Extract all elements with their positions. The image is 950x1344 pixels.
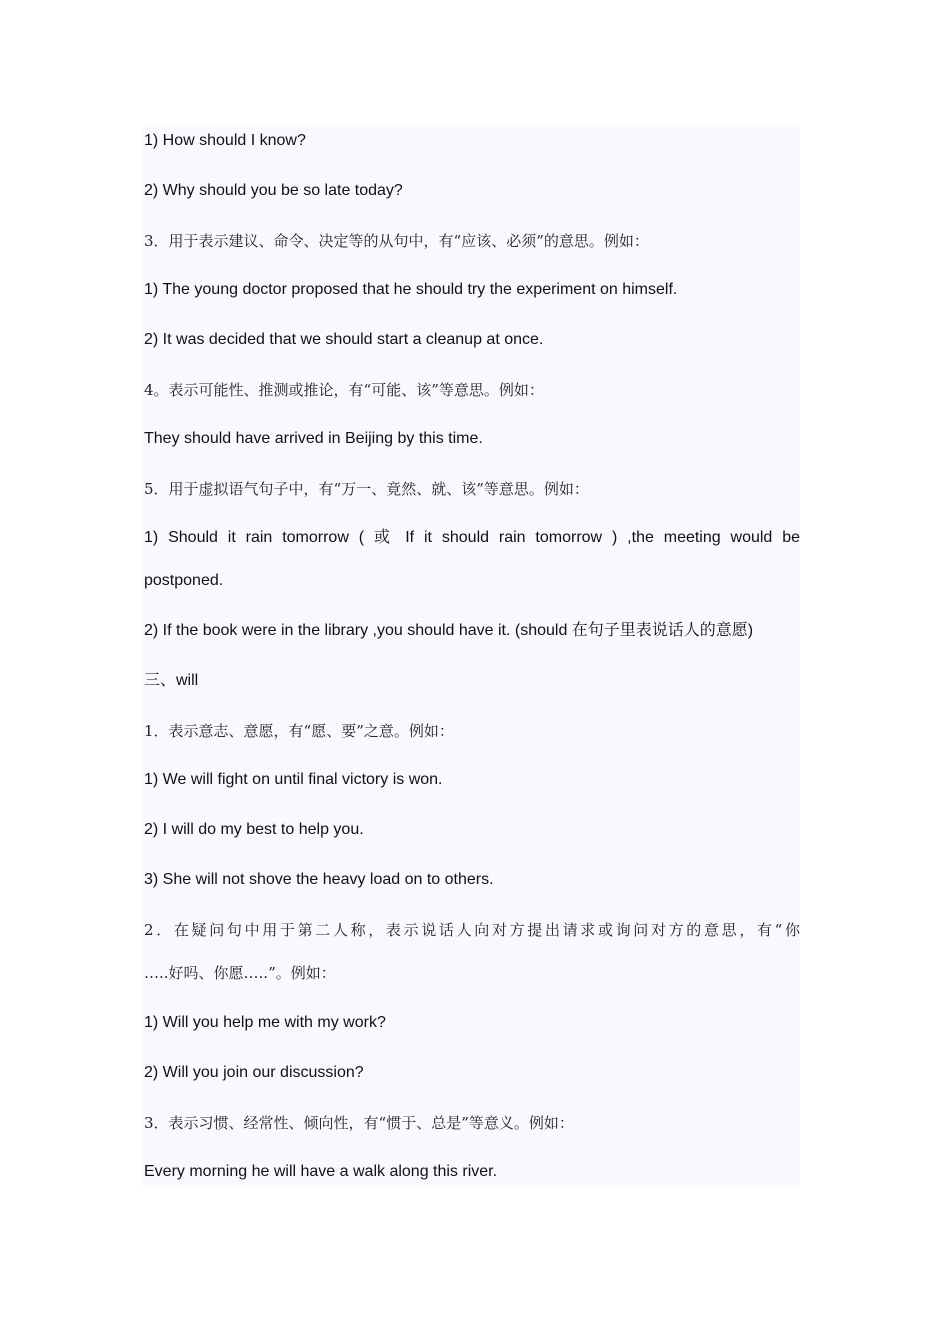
section-heading: 三、will xyxy=(144,672,199,689)
example-line: Every morning he will have a walk along this river. xyxy=(144,1163,498,1180)
document-body xyxy=(143,127,800,1187)
example-line: 1) Should it rain tomorrow ( 或 If it should rain tomorrow ) ,the meeting would be xyxy=(144,529,800,546)
example-line: 2) Will you join our discussion? xyxy=(144,1064,364,1081)
rule-heading-continued: …..好吗、你愿…..”。例如： xyxy=(144,964,336,982)
rule-heading: 5．用于虚拟语气句子中，有“万一、竟然、就、该”等意思。例如： xyxy=(144,480,589,498)
example-line: 1) Will you help me with my work? xyxy=(144,1014,386,1031)
rule-heading: 4。表示可能性、推测或推论，有“可能、该”等意思。例如： xyxy=(144,381,544,399)
example-line: 1) The young doctor proposed that he should try the experiment on himself. xyxy=(144,281,678,298)
example-line: 2) It was decided that we should start a cleanup at once. xyxy=(144,331,544,348)
example-line-continued: postponed. xyxy=(144,572,224,589)
example-line: 2) If the book were in the library ,you should have it. (should 在句子里表说话人的意愿) xyxy=(144,622,754,639)
example-line: 1) We will fight on until final victory is won. xyxy=(144,771,443,788)
example-line: 2) Why should you be so late today? xyxy=(144,182,403,199)
rule-heading: 3．用于表示建议、命令、决定等的从句中，有“应该、必须”的意思。例如： xyxy=(144,232,649,250)
rule-heading: 3．表示习惯、经常性、倾向性，有“惯于、总是”等意义。例如： xyxy=(144,1114,574,1132)
example-line: 2) I will do my best to help you. xyxy=(144,821,364,838)
rule-heading: 1．表示意志、意愿，有“愿、要”之意。例如： xyxy=(144,722,454,740)
example-line: They should have arrived in Beijing by this time. xyxy=(144,430,483,447)
example-line: 3) She will not shove the heavy load on to others. xyxy=(144,871,494,888)
rule-heading: 2．在疑问句中用于第二人称，表示说话人向对方提出请求或询问对方的意思，有“你 xyxy=(144,921,800,939)
example-line: 1) How should I know? xyxy=(144,132,306,149)
